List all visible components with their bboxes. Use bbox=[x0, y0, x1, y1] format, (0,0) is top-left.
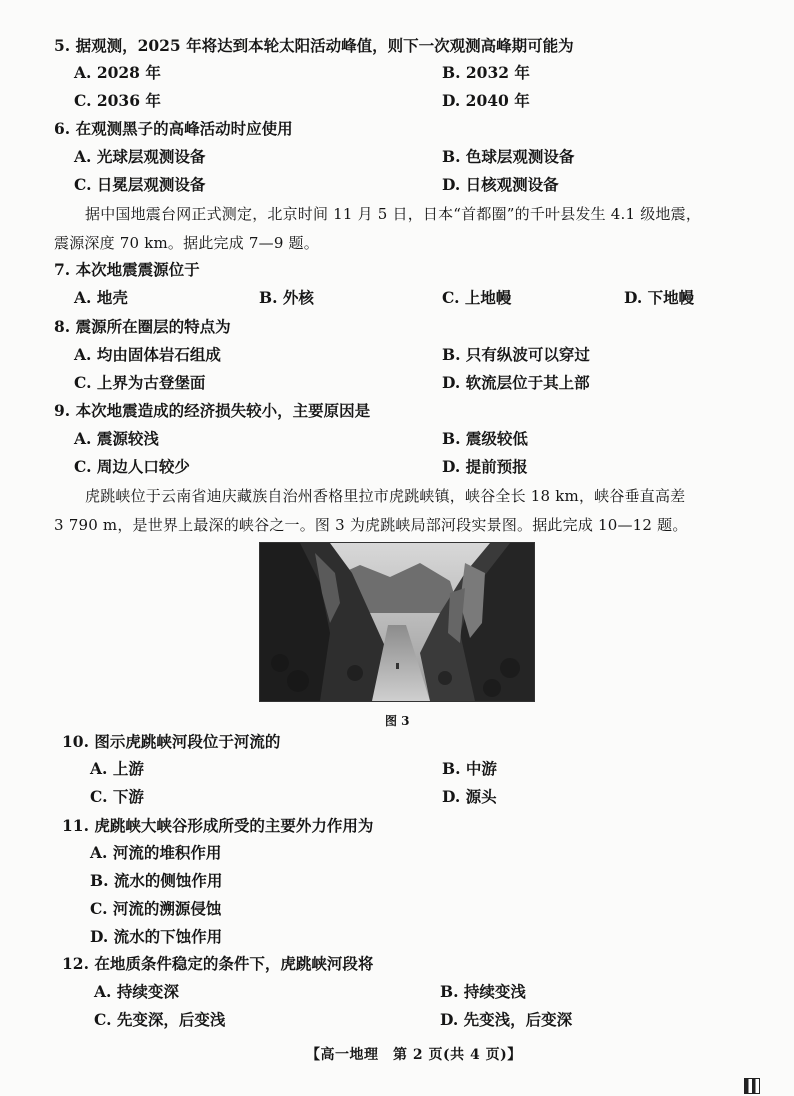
passage-2-line-2: 3 790 m，是世界上最深的峡谷之一。图 3 为虎跳峡局部河段实景图。据此完成 10—12 题。 bbox=[54, 516, 688, 534]
question-9-option-d: D. 提前预报 bbox=[442, 457, 528, 476]
question-8-option-d: D. 软流层位于其上部 bbox=[442, 373, 590, 392]
question-5-option-d: D. 2040 年 bbox=[442, 91, 530, 110]
question-6-option-c: C. 日冕层观测设备 bbox=[74, 175, 206, 194]
question-10-option-b: B. 中游 bbox=[442, 759, 497, 778]
question-8-stem: 8. 震源所在圈层的特点为 bbox=[54, 317, 231, 336]
question-12-option-c: C. 先变深，后变浅 bbox=[94, 1010, 226, 1029]
question-9-option-c: C. 周边人口较少 bbox=[74, 457, 190, 476]
question-8-option-b: B. 只有纵波可以穿过 bbox=[442, 345, 590, 364]
question-10-option-a: A. 上游 bbox=[90, 759, 144, 778]
question-5-stem: 5. 据观测，2025 年将达到本轮太阳活动峰值，则下一次观测高峰期可能为 bbox=[54, 36, 574, 55]
question-11-option-a: A. 河流的堆积作用 bbox=[90, 843, 222, 862]
question-12-option-b: B. 持续变浅 bbox=[440, 982, 526, 1001]
question-7-option-d: D. 下地幔 bbox=[624, 288, 695, 307]
question-9-option-a: A. 震源较浅 bbox=[74, 429, 159, 448]
question-11-option-b: B. 流水的侧蚀作用 bbox=[90, 871, 223, 890]
passage-1-line-1: 据中国地震台网正式测定，北京时间 11 月 5 日，日本“首都圈”的千叶县发生 4.1 级地震， bbox=[85, 205, 702, 223]
question-5-option-b: B. 2032 年 bbox=[442, 63, 530, 82]
passage-2-line-1: 虎跳峡位于云南省迪庆藏族自治州香格里拉市虎跳峡镇，峡谷全长 18 km，峡谷垂直高差 bbox=[85, 487, 686, 505]
question-5-option-a: A. 2028 年 bbox=[74, 63, 161, 82]
question-6-option-a: A. 光球层观测设备 bbox=[74, 147, 206, 166]
question-8-option-a: A. 均由固体岩石组成 bbox=[74, 345, 221, 364]
figure-caption: 图 3 bbox=[385, 714, 410, 728]
question-11-stem: 11. 虎跳峡大峡谷形成所受的主要外力作用为 bbox=[62, 816, 374, 835]
canyon-photo bbox=[259, 542, 535, 702]
question-7-option-b: B. 外核 bbox=[259, 288, 314, 307]
question-7-option-a: A. 地壳 bbox=[74, 288, 128, 307]
question-10-stem: 10. 图示虎跳峡河段位于河流的 bbox=[62, 732, 281, 751]
question-9-stem: 9. 本次地震造成的经济损失较小，主要原因是 bbox=[54, 401, 371, 420]
question-11-option-c: C. 河流的溯源侵蚀 bbox=[90, 899, 222, 918]
question-9-option-b: B. 震级较低 bbox=[442, 429, 528, 448]
canyon-photo-illustration bbox=[260, 543, 534, 701]
question-6-option-b: B. 色球层观测设备 bbox=[442, 147, 575, 166]
question-11-option-d: D. 流水的下蚀作用 bbox=[90, 927, 223, 946]
page-footer: 【高一地理 第 2 页(共 4 页)】 bbox=[306, 1047, 522, 1063]
question-10-option-d: D. 源头 bbox=[442, 787, 497, 806]
question-12-option-a: A. 持续变深 bbox=[94, 982, 179, 1001]
question-12-option-d: D. 先变浅，后变深 bbox=[440, 1010, 573, 1029]
question-12-stem: 12. 在地质条件稳定的条件下，虎跳峡河段将 bbox=[62, 954, 374, 973]
question-6-stem: 6. 在观测黑子的高峰活动时应使用 bbox=[54, 119, 293, 138]
qr-code-icon bbox=[744, 1078, 760, 1094]
question-7-option-c: C. 上地幔 bbox=[442, 288, 512, 307]
question-6-option-d: D. 日核观测设备 bbox=[442, 175, 559, 194]
question-10-option-c: C. 下游 bbox=[90, 787, 144, 806]
question-8-option-c: C. 上界为古登堡面 bbox=[74, 373, 206, 392]
question-5-option-c: C. 2036 年 bbox=[74, 91, 161, 110]
question-7-stem: 7. 本次地震震源位于 bbox=[54, 260, 200, 279]
passage-1-line-2: 震源深度 70 km。据此完成 7—9 题。 bbox=[54, 234, 319, 252]
